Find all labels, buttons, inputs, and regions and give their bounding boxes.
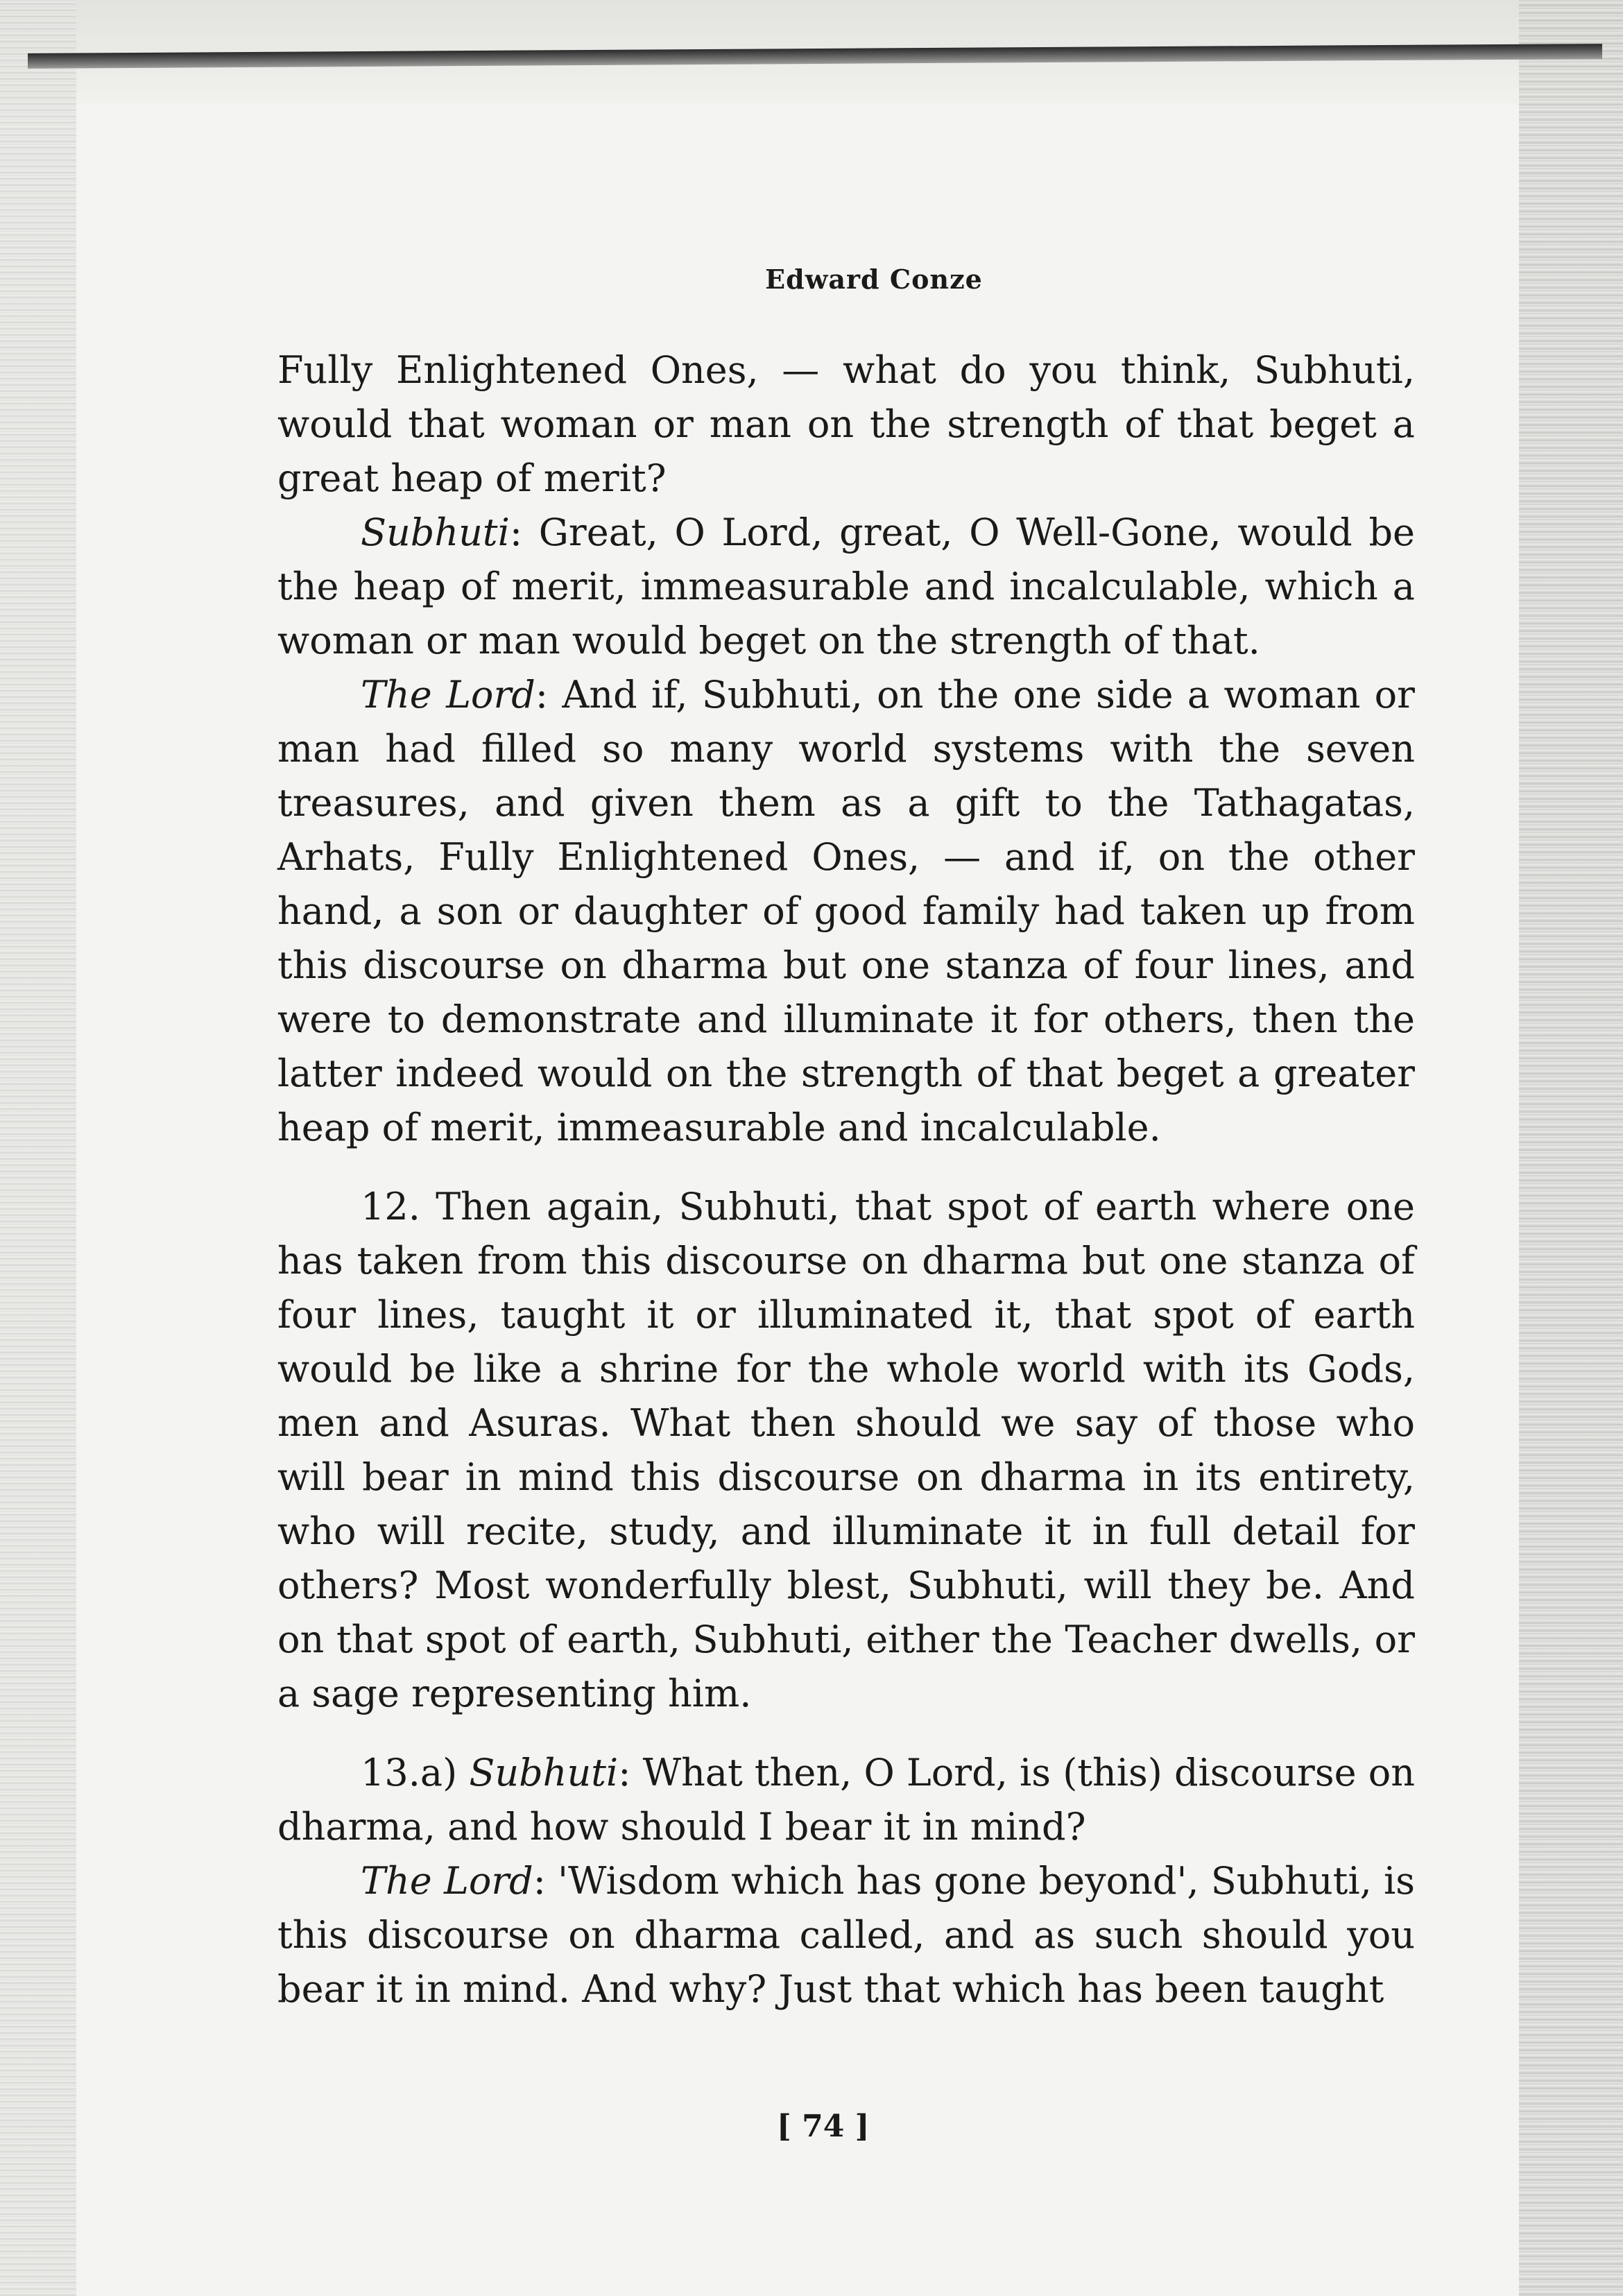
page-content — [277, 264, 1415, 2016]
paragraph-4: 12. Then again, Subhuti, that spot of earth where one has taken from this discourse on dharma but one stanza of four lines, taught it or illuminated it, that spot of earth would be like a shrine for the whole world with its Gods, men and Asuras. What then should we say of those who will bear in mind this discourse on dharma in its entirety, who will recite, study, and illuminate it in full detail for others? Most wonderfully blest, Subhuti, will they be. And on that spot of earth, Subhuti, either the Teacher dwells, or a sage representing him. — [277, 1185, 1415, 1715]
paragraph-5 — [277, 1746, 1415, 1854]
paragraph-2 — [277, 506, 1415, 668]
paragraph-text: : What then, O Lord, is (this) discourse on dharma, and how should I bear it in mind? — [277, 1751, 1416, 1849]
paragraph-text: : Great, O Lord, great, O Well-Gone, would be the heap of merit, immeasurable and incalculable, which a woman or man would beget on the strength of that. — [277, 511, 1415, 662]
scan-left-edge — [0, 0, 76, 2296]
running-head: Edward Conze — [765, 264, 983, 295]
paragraph-text: : 'Wisdom which has gone beyond', Subhuti, is this discourse on dharma called, and as such should you bear it in mind. And why? Just that which has been taught — [277, 1859, 1415, 2011]
paragraph-text: : And if, Subhuti, on the one side a woman or man had filled so many world systems with the seven treasures, and given them as a gift to the Tathagatas, Arhats, Fully Enlightened Ones, — and if, on the other hand, a son or daughter of good family had taken up from this discourse on dharma but one stanza of four lines, and were to demonstrate and illuminate it for others, then the latter indeed would on the strength of that beget a greater heap of merit, immeasurable and incalculable. — [277, 673, 1415, 1149]
paragraph-3 — [277, 668, 1415, 1155]
scan-right-edge — [1519, 0, 1623, 2296]
paragraph-1: Fully Enlightened Ones, — what do you think, Subhuti, would that woman or man on the strength of that beget a great heap of merit? — [277, 348, 1415, 500]
speaker-label: The Lord — [361, 1859, 533, 1903]
paragraph-6 — [277, 1854, 1415, 2016]
speaker-label: The Lord — [361, 673, 535, 717]
speaker-label: Subhuti — [361, 511, 510, 554]
section-number: 13.a) — [361, 1751, 458, 1794]
page-number: [ 74 ] — [777, 2109, 870, 2144]
speaker-label: Subhuti — [469, 1751, 619, 1794]
